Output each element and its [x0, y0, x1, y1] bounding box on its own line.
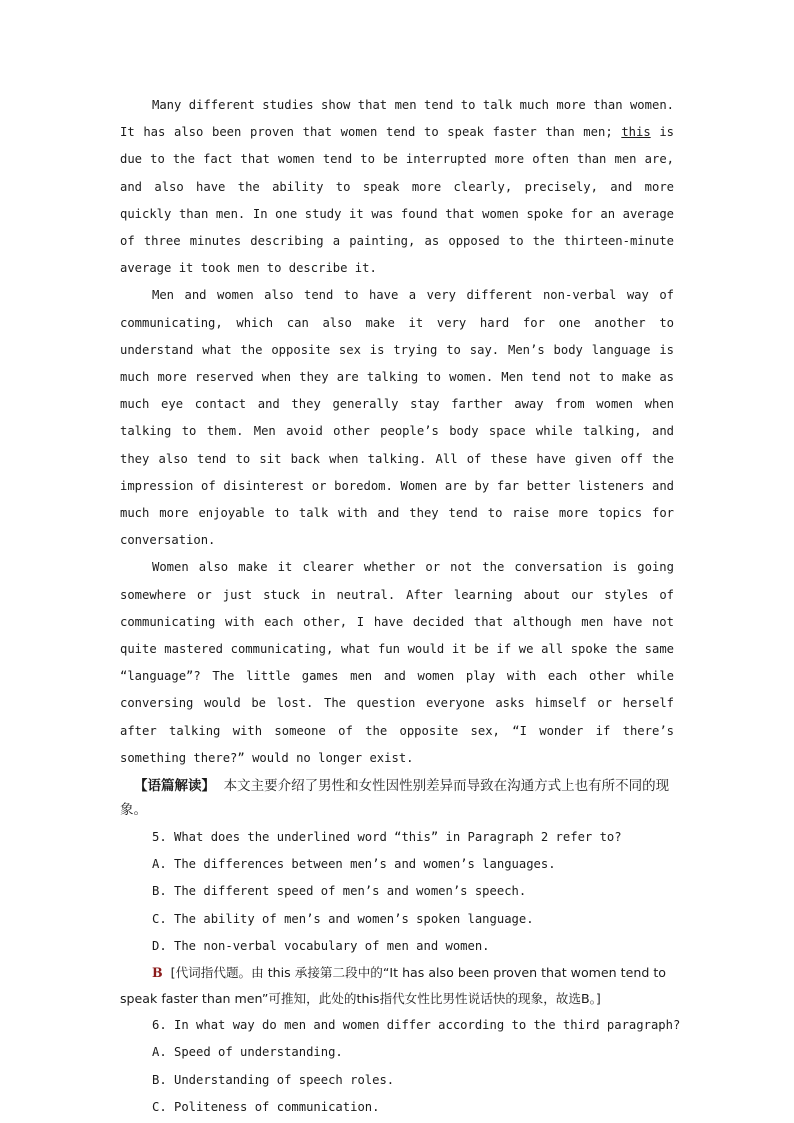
question-6-option-a: A. Speed of understanding. — [152, 1045, 343, 1060]
question-6-option-b: B. Understanding of speech roles. — [152, 1072, 395, 1087]
passage-analysis — [120, 774, 674, 822]
answer-explanation: [代词指代题。由 this 承接第二段中的“It has also been proven that women tend to speak faster than men”可推知，此处的this指代女性比男性说话快的现象，故选B。] — [120, 965, 666, 1007]
passage-paragraph-1 — [120, 92, 674, 282]
answer-letter: B — [152, 965, 163, 981]
passage-paragraph-3: Women also make it clearer whether or not the conversation is going somewhere or just stuck in neutral. After learning about our styles of communicating with each other, I have decided that although men have not quite mastered communicating, what fun would it be if we all spoke the same “language”? The little games men and women play with each other while conversing would be lost. The question everyone asks himself or herself after talking with someone of the opposite sex, “I wonder if there’s something there?” would no longer exist. — [120, 560, 674, 765]
underlined-word: this — [621, 125, 651, 140]
question-5-answer — [120, 960, 674, 1012]
question-5-option-b: B. The different speed of men’s and women’s speech. — [152, 884, 527, 899]
paragraph-text: is due to the fact that women tend to be interrupted more often than men are, and also have the ability to speak more clearly, precisely, and more quickly than men. In one study it was found that women spoke for an average of three minutes describing a painting, as opposed to the thirteen-minute average it took men to describe it. — [120, 125, 674, 276]
passage-paragraph-2: Men and women also tend to have a very different non-verbal way of communicating, which can also make it very hard for one another to understand what the opposite sex is trying to say. Men’s body language is much more reserved when they are talking to women. Men tend not to make as much eye contact and they generally stay farther away from women when talking to them. Men avoid other people’s body space while talking, and they also tend to sit back when talking. All of these have given off the impression of disinterest or boredom. Women are by far better listeners and much more enjoyable to talk with and they tend to raise more topics for conversation. — [120, 288, 674, 548]
paragraph-text: Many different studies show that men tend to talk much more than women. It has also been proven that women tend to speak faster than men; — [120, 98, 674, 140]
question-5-option-d: D. The non-verbal vocabulary of men and women. — [152, 938, 490, 953]
question-6-stem: 6. In what way do men and women differ according to the third paragraph? — [152, 1018, 681, 1033]
question-5-stem: 5. What does the underlined word “this” in Paragraph 2 refer to? — [152, 830, 622, 845]
question-5-option-c: C. The ability of men’s and women’s spoken language. — [152, 911, 534, 926]
question-5-option-a: A. The differences between men’s and women’s languages. — [152, 857, 556, 872]
question-6-option-c: C. Politeness of communication. — [152, 1099, 380, 1114]
analysis-tag: 【语篇解读】 — [134, 778, 215, 795]
analysis-text: 本文主要介绍了男性和女性因性别差异而导致在沟通方式上也有所不同的现象。 — [120, 778, 670, 819]
document-content — [120, 92, 681, 1121]
